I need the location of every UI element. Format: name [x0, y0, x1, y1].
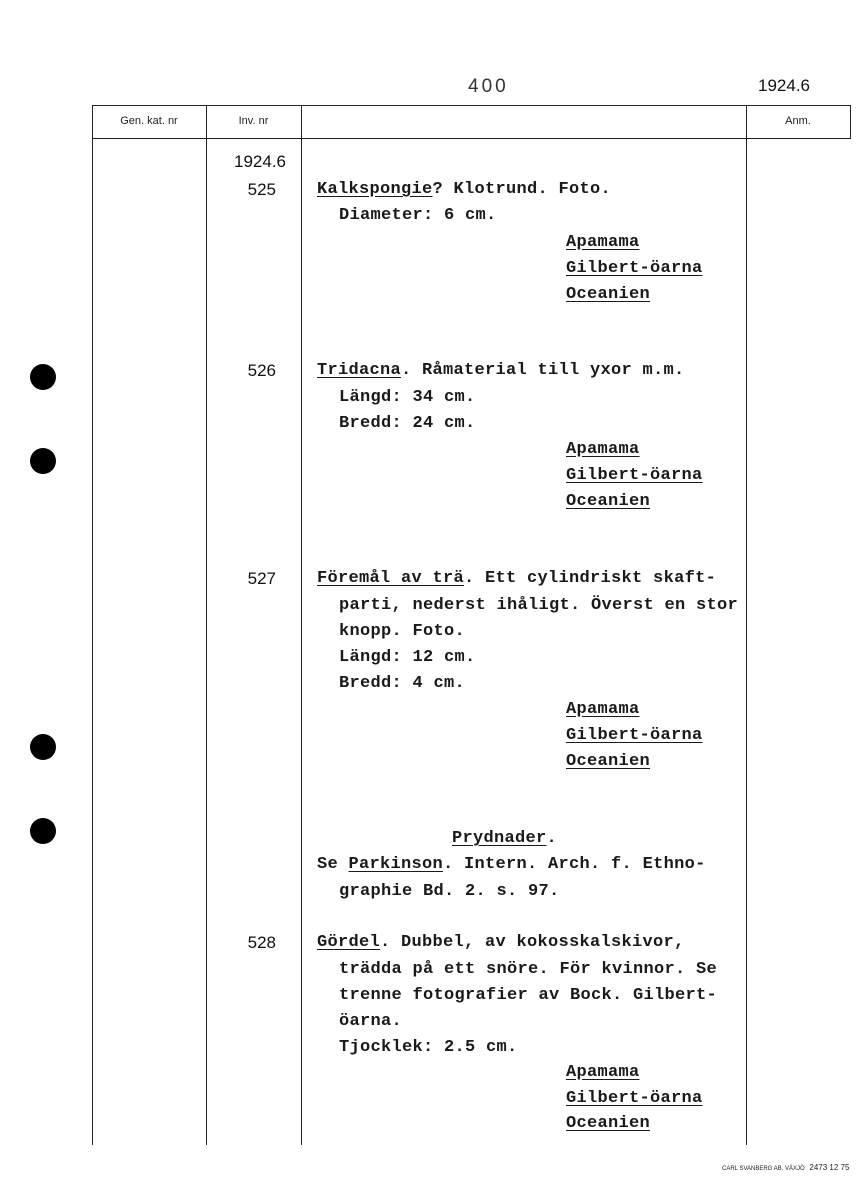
- entry-line: trenne fotografier av Bock. Gilbert-: [339, 986, 718, 1005]
- place-region: Oceanien: [566, 285, 651, 304]
- entry-line: parti, nederst ihåligt. Överst en stor: [339, 596, 739, 615]
- entry-line: Längd: 12 cm.: [339, 648, 476, 667]
- place-archipelago: Gilbert-öarna: [566, 726, 703, 745]
- entry-line: trädda på ett snöre. För kvinnor. Se: [339, 960, 718, 979]
- entry-text: ? Klotrund. Foto.: [432, 180, 612, 199]
- place-archipelago: Gilbert-öarna: [566, 259, 703, 278]
- binder-hole-2: [30, 448, 56, 474]
- ref-name: Parkinson: [348, 855, 444, 874]
- entry-text: . Dubbel, av kokosskalskivor,: [380, 933, 685, 952]
- place-locality: Apamama: [566, 700, 640, 719]
- column-rule-3: [746, 105, 747, 1145]
- place-locality: Apamama: [566, 440, 640, 459]
- place-locality: Apamama: [566, 233, 640, 252]
- entry-text: . Ett cylindriskt skaft-: [464, 569, 717, 588]
- entry-line: öarna.: [339, 1012, 403, 1031]
- entry-line: Tjocklek: 2.5 cm.: [339, 1038, 518, 1057]
- place-locality: Apamama: [566, 1063, 640, 1082]
- section-heading-text: Prydnader: [452, 829, 547, 848]
- entry-title: Tridacna: [317, 361, 402, 380]
- ref-rest: . Intern. Arch. f. Ethno-: [443, 855, 706, 874]
- header-gen-kat-nr: Gen. kat. nr: [120, 115, 178, 127]
- entry-line: Diameter: 6 cm.: [339, 206, 497, 225]
- header-inv-nr: Inv. nr: [238, 115, 269, 127]
- place-region: Oceanien: [566, 1114, 651, 1133]
- entry-line: knopp. Foto.: [339, 622, 466, 641]
- place-region: Oceanien: [566, 752, 651, 771]
- column-rule-2: [301, 105, 302, 1145]
- inv-number-527: 527: [247, 569, 276, 588]
- place-region: Oceanien: [566, 492, 651, 511]
- printer-name: CARL SVANBERG AB. VÄXJÖ: [722, 1166, 805, 1172]
- section-reference-line2: graphie Bd. 2. s. 97.: [339, 882, 560, 901]
- entry-525-first-line: [317, 180, 611, 199]
- entry-title: Gördel: [317, 933, 381, 952]
- series-year: 1924.6: [234, 152, 286, 171]
- form-code: 2473 12 75: [809, 1163, 850, 1172]
- entry-line: Bredd: 24 cm.: [339, 414, 476, 433]
- entry-title: Föremål av trä: [317, 569, 465, 588]
- entry-title: Kalkspongie: [317, 180, 433, 199]
- column-rule-right: [850, 105, 851, 139]
- printer-footer: [722, 1163, 849, 1172]
- header-anm: Anm.: [785, 115, 811, 127]
- inv-number-526: 526: [247, 361, 276, 380]
- binder-hole-1: [30, 364, 56, 390]
- column-rule-1: [206, 105, 207, 1145]
- binder-hole-3: [30, 734, 56, 760]
- entry-text: . Råmaterial till yxor m.m.: [401, 361, 685, 380]
- entry-526-first-line: [317, 361, 685, 380]
- inv-number-525: 525: [247, 180, 276, 199]
- gen-kat-rule: [92, 138, 93, 1145]
- ref-prefix: Se: [317, 855, 349, 874]
- entry-527-first-line: [317, 569, 716, 588]
- place-archipelago: Gilbert-öarna: [566, 1089, 703, 1108]
- place-archipelago: Gilbert-öarna: [566, 466, 703, 485]
- page-number: 400: [468, 76, 509, 97]
- section-heading: [452, 829, 557, 848]
- entry-528-first-line: [317, 933, 685, 952]
- binder-hole-4: [30, 818, 56, 844]
- entry-line: Bredd: 4 cm.: [339, 674, 466, 693]
- inv-number-528: 528: [247, 933, 276, 952]
- section-reference: [317, 855, 706, 874]
- section-heading-suffix: .: [546, 829, 558, 848]
- entry-line: Längd: 34 cm.: [339, 388, 476, 407]
- corner-year: 1924.6: [758, 76, 810, 95]
